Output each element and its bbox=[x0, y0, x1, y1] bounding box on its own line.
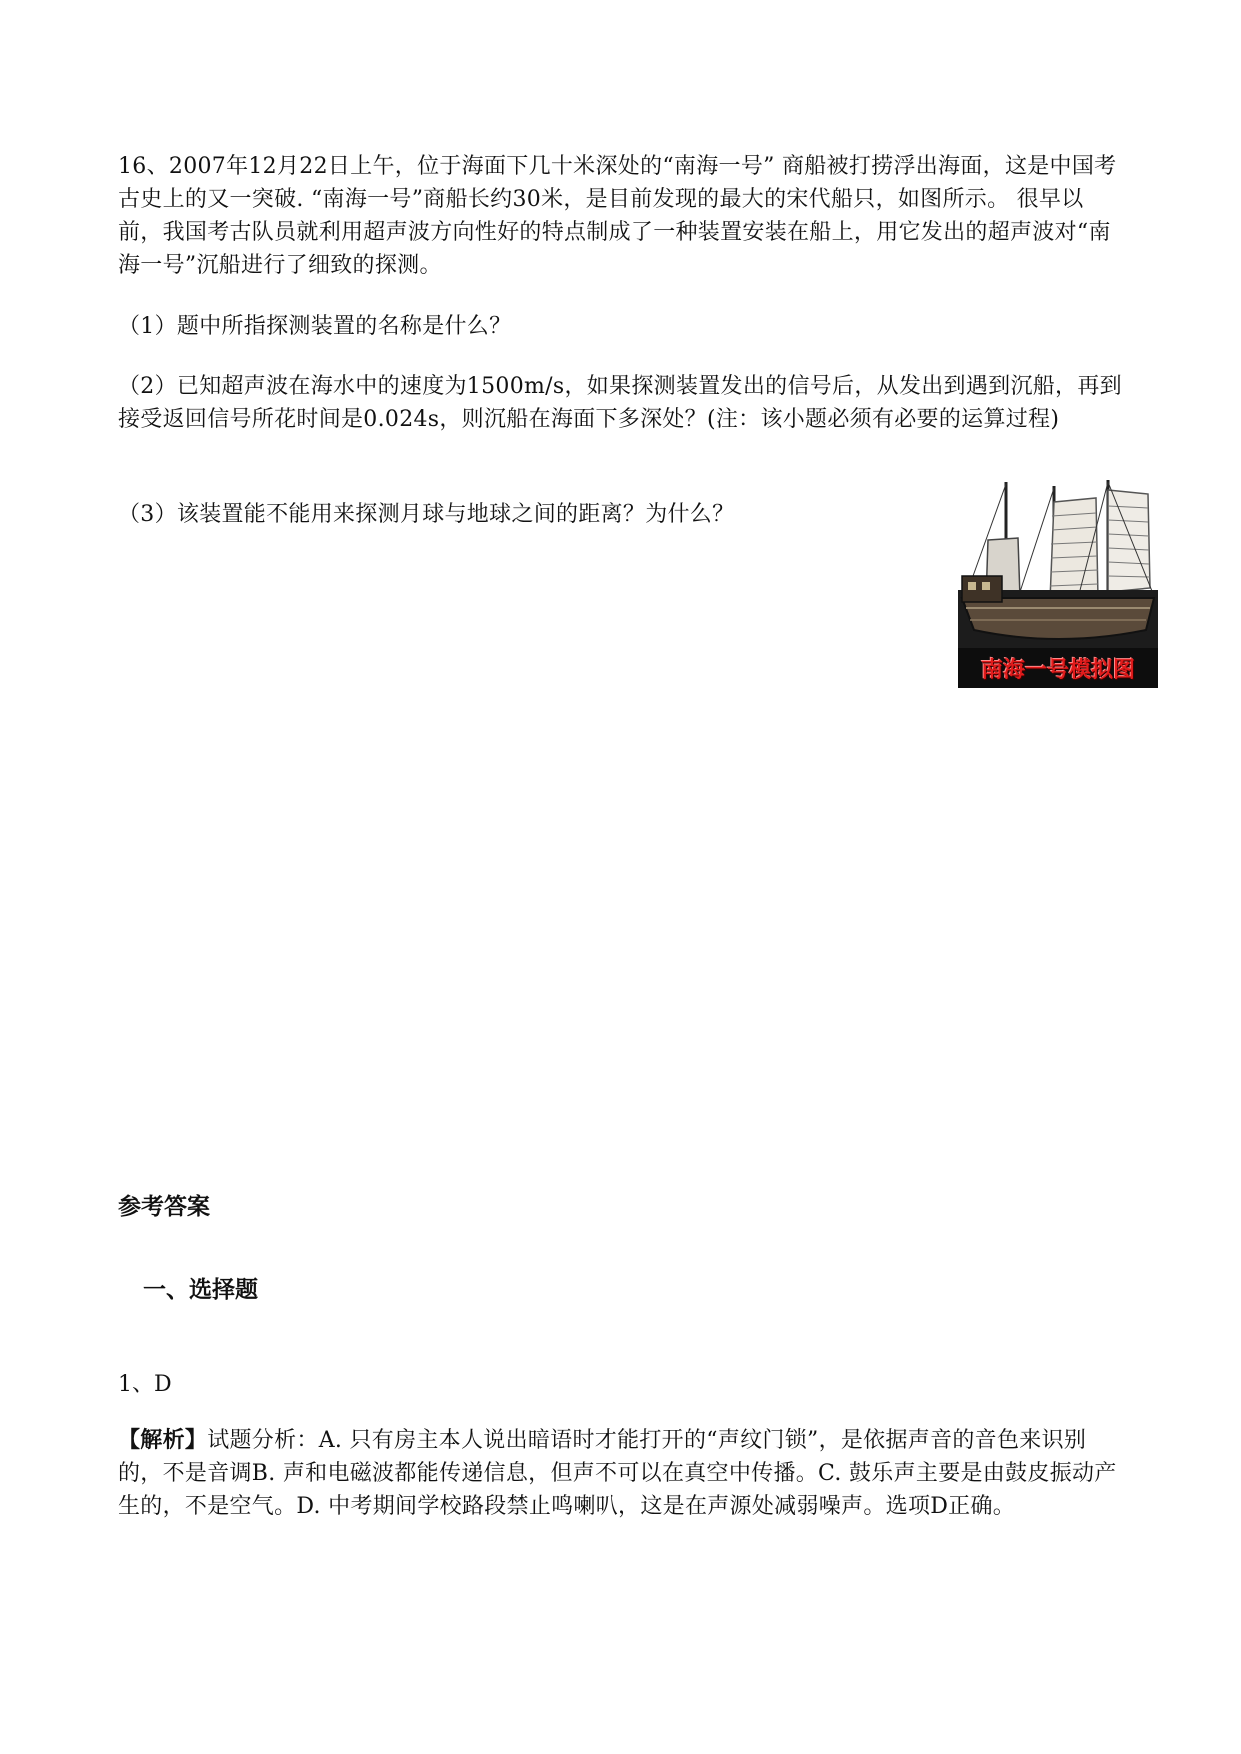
question-16-intro: 16、2007年12月22日上午，位于海面下几十米深处的“南海一号” 商船被打捞浮出海面，这是中国考古史上的又一突破. “南海一号”商船长约30米，是目前发现的最大的宋代船只，如图所示。 很早以前，我国考古队员就利用超声波方向性好的特点制成了一种装置安装在船上，用它发出的超声波对“南海一号”沉船进行了细致的探测。 bbox=[118, 154, 1117, 278]
question-16-part-2: （2）已知超声波在海水中的速度为1500m/s，如果探测装置发出的信号后，从发出到遇到沉船，再到接受返回信号所花时间是0.024s，则沉船在海面下多深处？(注：该小题必须有必要的运算过程) bbox=[118, 374, 1122, 432]
answer-1: 1、D bbox=[118, 1372, 172, 1397]
answer-1-analysis bbox=[118, 1424, 1128, 1523]
analysis-label: 【解析】 bbox=[118, 1427, 208, 1453]
answer-key-title: 参考答案 bbox=[118, 1193, 210, 1220]
analysis-text: 试题分析：A. 只有房主本人说出暗语时才能打开的“声纹门锁”，是依据声音的音色来识别的，不是音调B. 声和电磁波都能传递信息，但声不可以在真空中传播。C. 鼓乐声主要是由鼓皮振动产生的，不是空气。D. 中考期间学校路段禁止鸣喇叭，这是在声源处减弱噪声。选项D正确。 bbox=[118, 1428, 1117, 1519]
ship-image-caption: 南海一号模拟图 bbox=[980, 658, 1135, 683]
section-title-multiple-choice: 一、选择题 bbox=[143, 1276, 258, 1303]
question-16-part-3: （3）该装置能不能用来探测月球与地球之间的距离？为什么？ bbox=[118, 502, 735, 527]
nanhai-ship-illustration bbox=[958, 480, 1158, 688]
question-16-part-1: （1）题中所指探测装置的名称是什么？ bbox=[118, 314, 512, 339]
